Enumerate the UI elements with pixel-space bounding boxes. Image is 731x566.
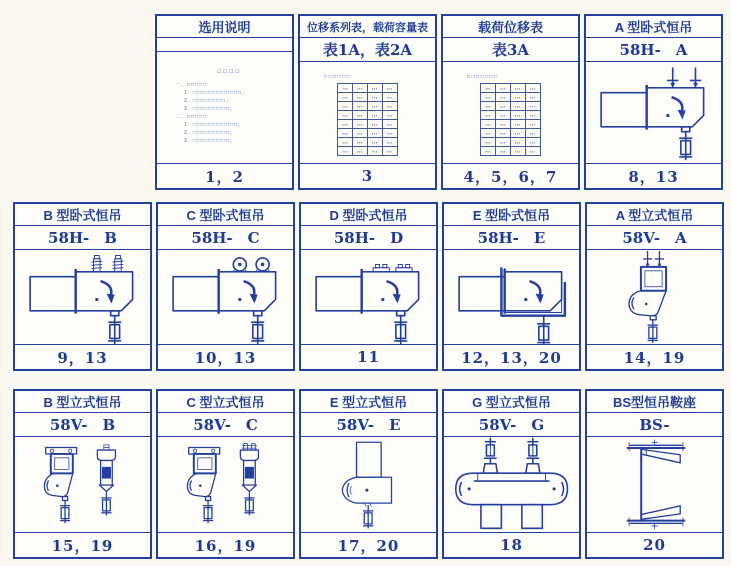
panel-figure xyxy=(300,62,435,163)
panel-title: 位移系列表，载荷容量表 xyxy=(300,16,435,38)
panel-type-a-vertical xyxy=(585,202,724,371)
model-code: 58H- D xyxy=(301,226,436,250)
hanger-drawing-vertical-b xyxy=(34,437,131,532)
model-code: 58V- G xyxy=(444,413,579,437)
panel-figure xyxy=(586,62,721,163)
model-code: 表1A，表2A xyxy=(300,38,435,62)
panel-title: E 型立式恒吊 xyxy=(301,391,436,413)
page-numbers: 4，5，6，7 xyxy=(443,163,578,188)
panel-title: A 型立式恒吊 xyxy=(587,204,722,226)
panel-type-b-horizontal xyxy=(13,202,152,371)
panel-figure xyxy=(158,250,293,344)
panel-title: B 型立式恒吊 xyxy=(15,391,150,413)
panel-type-c-horizontal xyxy=(156,202,295,371)
panel-figure xyxy=(587,250,722,344)
panel-figure xyxy=(15,437,150,532)
panel-title: C 型卧式恒吊 xyxy=(158,204,293,226)
panel-title: C 型立式恒吊 xyxy=(158,391,293,413)
panel-figure xyxy=(15,250,150,344)
panel-type-e-vertical xyxy=(299,389,438,559)
model-code: 表3A xyxy=(443,38,578,62)
panel-figure xyxy=(444,250,579,344)
panel-type-b-vertical xyxy=(13,389,152,559)
panel-type-e-horizontal xyxy=(442,202,581,371)
panel-title: D 型卧式恒吊 xyxy=(301,204,436,226)
hanger-drawing-horizontal-d xyxy=(308,250,430,344)
panel-title: E 型卧式恒吊 xyxy=(444,204,579,226)
page-numbers: 10，13 xyxy=(158,344,293,369)
panel-bs-saddle xyxy=(585,389,724,559)
model-code: 58V- B xyxy=(15,413,150,437)
model-code: 58H- C xyxy=(158,226,293,250)
hanger-drawing-horizontal-b xyxy=(22,250,144,344)
panel-figure xyxy=(587,437,722,532)
panel-type-g-vertical xyxy=(442,389,581,559)
fine-print-text: □□□□ 一、□□□□□ 1．□□□□□□□□□□□□； 2．□□□□□□□□； 3．□□□□□□□□□； 二、□□□□□ 1．□□□□□□□□□□□； 2．□□□□□□□□□； 3．□□□□□□□□□； xyxy=(175,69,249,144)
panel-figure xyxy=(301,437,436,532)
model-code xyxy=(157,38,292,52)
page-numbers: 12，13，20 xyxy=(444,344,579,369)
hanger-drawing-horizontal-e xyxy=(451,250,573,344)
panel-type-d-horizontal xyxy=(299,202,438,371)
page-numbers: 14，19 xyxy=(587,344,722,369)
model-code: 58H- E xyxy=(444,226,579,250)
model-code: 58V- A xyxy=(587,226,722,250)
hanger-drawing-vertical-a xyxy=(613,250,696,344)
page-numbers: 17，20 xyxy=(301,532,436,557)
model-code: 58H- A xyxy=(586,38,721,62)
panel-title: G 型立式恒吊 xyxy=(444,391,579,413)
panel-figure xyxy=(157,52,292,163)
page-numbers: 18 xyxy=(444,532,579,557)
model-code: BS- xyxy=(587,413,722,437)
hanger-drawing-vertical-c xyxy=(177,437,274,532)
panel-title: 载荷位移表 xyxy=(443,16,578,38)
panel-type-c-vertical xyxy=(156,389,295,559)
saddle-drawing-bs xyxy=(613,437,697,532)
row-middle xyxy=(13,202,724,371)
mini-table: □□□□□□ ▪▪▪ ▪▪▪ ▪▪▪ ▪▪▪ ▪▪▪ ▪▪▪ ▪▪▪ ▪▪▪ ▪▪▪ ▪▪▪ ▪▪▪ ▪▪▪ ▪▪▪ ▪▪▪ ▪▪▪ ▪▪▪ ▪▪▪ ▪▪▪ ▪▪▪ ▪▪▪ ▪▪▪ ▪▪▪ ▪▪▪ ▪▪▪ ▪▪▪ ▪▪▪ ▪▪▪ ▪▪▪ ▪▪▪ ▪▪▪ ▪▪▪ ▪▪▪ xyxy=(300,62,435,156)
panel-intro xyxy=(155,14,294,190)
page-numbers: 8，13 xyxy=(586,163,721,188)
row-bottom xyxy=(13,389,724,559)
page-numbers: 11 xyxy=(301,344,436,369)
panel-title: A 型卧式恒吊 xyxy=(586,16,721,38)
panel-figure xyxy=(444,437,579,532)
panel-title: BS型恒吊鞍座 xyxy=(587,391,722,413)
hanger-drawing-vertical-e xyxy=(328,437,409,532)
panel-displacement-load-tables xyxy=(298,14,437,190)
page-numbers: 15，19 xyxy=(15,532,150,557)
panel-figure xyxy=(158,437,293,532)
panel-figure xyxy=(443,62,578,163)
page-numbers: 1，2 xyxy=(157,163,292,188)
panel-title: 选用说明 xyxy=(157,16,292,38)
page-numbers: 3 xyxy=(300,163,435,188)
model-code: 58V- E xyxy=(301,413,436,437)
model-code: 58V- C xyxy=(158,413,293,437)
page-numbers: 16，19 xyxy=(158,532,293,557)
panel-figure xyxy=(301,250,436,344)
row-top xyxy=(155,14,723,190)
hanger-drawing-horizontal-c xyxy=(165,250,287,344)
panel-title: B 型卧式恒吊 xyxy=(15,204,150,226)
page-numbers: 20 xyxy=(587,532,722,557)
page-numbers: 9，13 xyxy=(15,344,150,369)
hanger-drawing-horizontal-a xyxy=(593,65,715,161)
panel-load-displacement-table xyxy=(441,14,580,190)
model-code: 58H- B xyxy=(15,226,150,250)
panel-type-a-horizontal xyxy=(584,14,723,190)
hanger-drawing-vertical-g xyxy=(451,437,573,532)
mini-table: □□□□□□□ ▪▪▪ ▪▪▪ ▪▪▪ ▪▪▪ ▪▪▪ ▪▪▪ ▪▪▪ ▪▪▪ ▪▪▪ ▪▪▪ ▪▪▪ ▪▪▪ ▪▪▪ ▪▪▪ ▪▪▪ ▪▪▪ ▪▪▪ ▪▪▪ ▪▪▪ ▪▪▪ ▪▪▪ ▪▪▪ ▪▪▪ ▪▪▪ ▪▪▪ ▪▪▪ ▪▪▪ ▪▪▪ ▪▪▪ ▪▪▪ ▪▪▪ ▪▪▪ xyxy=(443,62,578,156)
